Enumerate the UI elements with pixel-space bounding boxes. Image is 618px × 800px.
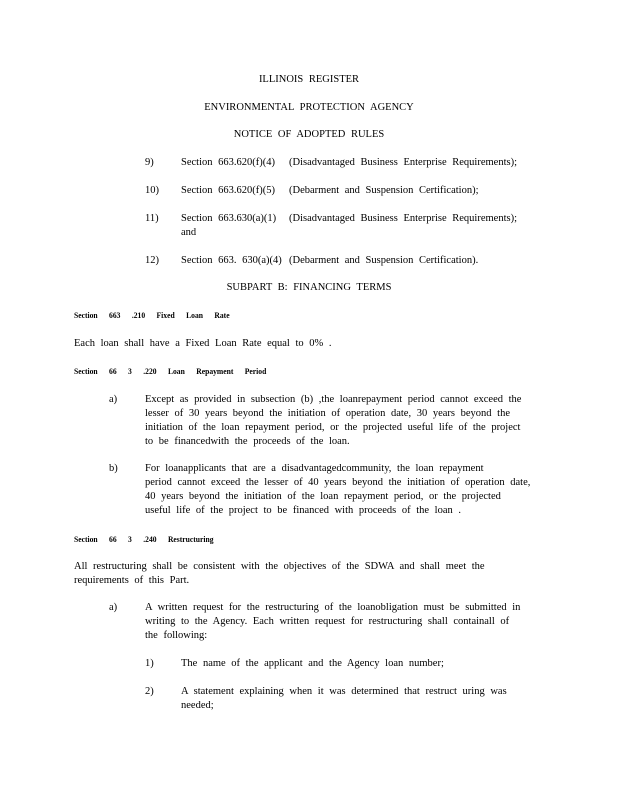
list-item-number: 2) xyxy=(145,686,154,697)
list-item-section: Section 663.620(f)(4) xyxy=(181,157,275,168)
list-item-number: 12) xyxy=(145,255,159,266)
agency-title: ENVIRONMENTAL PROTECTION AGENCY xyxy=(204,102,414,113)
section-220-heading: Section 66 3 .220 Loan Repayment Period xyxy=(74,367,267,376)
paragraph-line: For loanapplicants that are a disadvantagedcommunity, the loan repayment xyxy=(145,463,484,474)
list-item-section: Section 663.630(a)(1) xyxy=(181,213,277,224)
register-title: ILLINOIS REGISTER xyxy=(258,74,360,85)
list-item-description: (Disadvantaged Business Enterprise Requirements); xyxy=(289,213,517,224)
notice-title: NOTICE OF ADOPTED RULES xyxy=(233,129,385,140)
list-item-section: Section 663.620(f)(5) xyxy=(181,185,275,196)
paragraph-line: period cannot exceed the lesser of 40 years beyond the initiation of operation date, xyxy=(145,477,531,488)
list-item-number: 10) xyxy=(145,185,159,196)
list-item-number: 11) xyxy=(145,213,159,224)
list-item-description: (Debarment and Suspension Certification). xyxy=(289,255,479,266)
paragraph-line: A statement explaining when it was determined that restruct uring was xyxy=(181,686,507,697)
paragraph-line: writing to the Agency. Each written request for restructuring shall containall of xyxy=(145,616,510,627)
paragraph-line: The name of the applicant and the Agency loan number; xyxy=(181,658,444,669)
list-item-number: 1) xyxy=(145,658,154,669)
paragraph-line: A written request for the restructuring of the loanobligation must be submitted in xyxy=(145,602,521,613)
section-210-text: Each loan shall have a Fixed Loan Rate equal to 0% . xyxy=(74,338,332,349)
paragraph-line: needed; xyxy=(181,700,214,711)
paragraph-line: 40 years beyond the initiation of the loan repayment period, or the projected xyxy=(145,491,501,502)
paragraph-line: initiation of the loan repayment period, or the projected useful life of the project xyxy=(145,422,521,433)
subsection-label: b) xyxy=(109,463,118,474)
paragraph-line: All restructuring shall be consistent with the objectives of the SDWA and shall meet the xyxy=(74,561,485,572)
list-item-description: (Disadvantaged Business Enterprise Requirements); xyxy=(289,157,517,168)
list-item-continuation: and xyxy=(181,227,197,238)
subsection-label: a) xyxy=(109,394,118,405)
list-item-number: 9) xyxy=(145,157,154,168)
paragraph-line: useful life of the project to be financed with proceeds of the loan . xyxy=(145,505,461,516)
subsection-label: a) xyxy=(109,602,118,613)
paragraph-line: requirements of this Part. xyxy=(74,575,190,586)
paragraph-line: the following: xyxy=(145,630,208,641)
section-210-heading: Section 663 .210 Fixed Loan Rate xyxy=(74,311,230,320)
section-240-heading: Section 66 3 .240 Restructuring xyxy=(74,535,214,544)
subpart-heading: SUBPART B: FINANCING TERMS xyxy=(226,282,392,293)
paragraph-line: Except as provided in subsection (b) ,the loanrepayment period cannot exceed the xyxy=(145,394,522,405)
list-item-description: (Debarment and Suspension Certification); xyxy=(289,185,479,196)
list-item-section: Section 663. 630(a)(4) xyxy=(181,255,282,266)
paragraph-line: lesser of 30 years beyond the initiation of operation date, 30 years beyond the xyxy=(145,408,510,419)
paragraph-line: to be financedwith the proceeds of the loan. xyxy=(145,436,350,447)
